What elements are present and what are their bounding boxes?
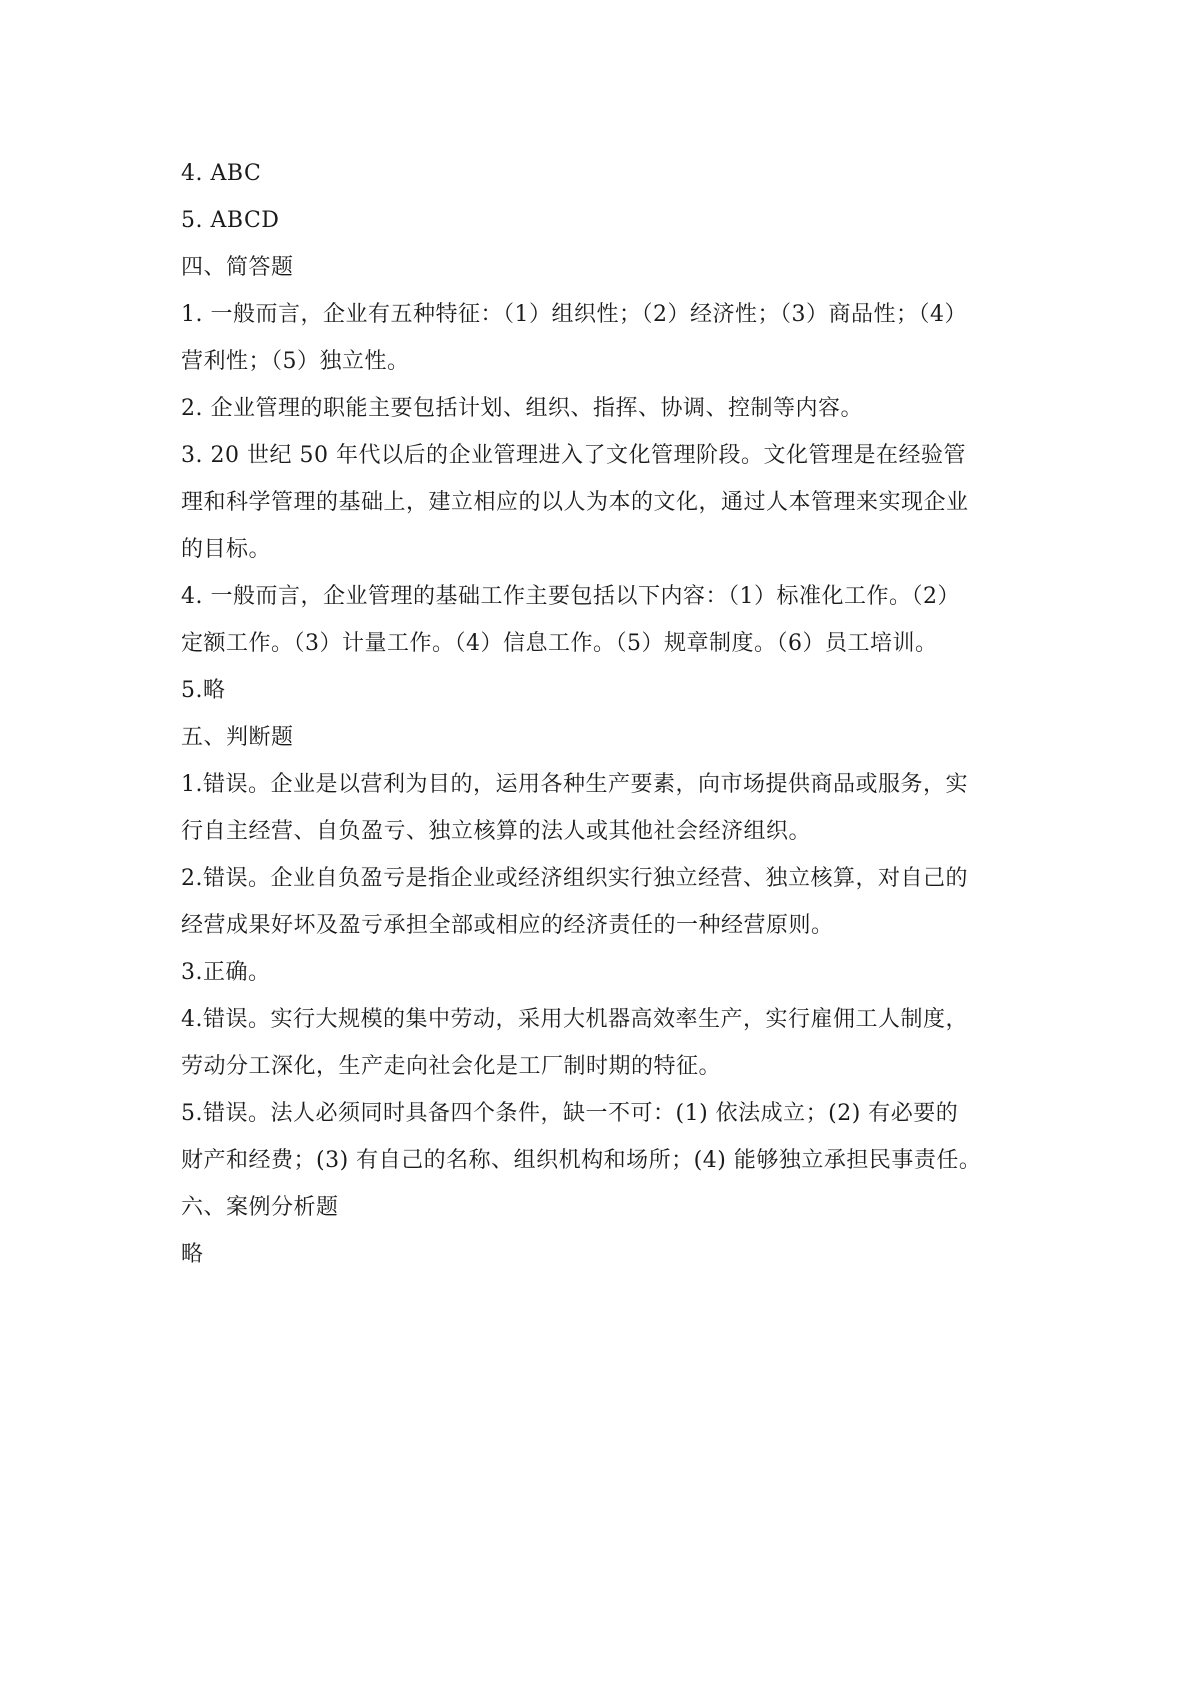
short-answer-1-line-1: 1. 一般而言，企业有五种特征：（1）组织性；（2）经济性；（3）商品性；（4） bbox=[181, 302, 967, 327]
short-answer-1-line-2: 营利性；（5）独立性。 bbox=[181, 349, 410, 374]
case-analysis-answer: 略 bbox=[181, 1242, 204, 1267]
true-false-1-line-1: 1.错误。企业是以营利为目的，运用各种生产要素，向市场提供商品或服务，实 bbox=[181, 772, 968, 797]
true-false-4-line-1: 4.错误。实行大规模的集中劳动，采用大机器高效率生产，实行雇佣工人制度， bbox=[181, 1007, 968, 1032]
short-answer-5: 5.略 bbox=[181, 678, 226, 703]
short-answer-4-line-2: 定额工作。（3）计量工作。（4）信息工作。（5）规章制度。（6）员工培训。 bbox=[181, 631, 938, 656]
section-heading-true-false: 五、判断题 bbox=[181, 725, 294, 750]
answer-line-5-abcd: 5. ABCD bbox=[181, 208, 280, 233]
document-body bbox=[181, 150, 1021, 1278]
true-false-3: 3.正确。 bbox=[181, 960, 271, 985]
true-false-1-line-2: 行自主经营、自负盈亏、独立核算的法人或其他社会经济组织。 bbox=[181, 819, 812, 844]
short-answer-4-line-1: 4. 一般而言，企业管理的基础工作主要包括以下内容：（1）标准化工作。（2） bbox=[181, 584, 960, 609]
short-answer-3-line-2: 理和科学管理的基础上，建立相应的以人为本的文化，通过人本管理来实现企业 bbox=[181, 490, 969, 515]
true-false-5-line-2: 财产和经费；(3) 有自己的名称、组织机构和场所；(4) 能够独立承担民事责任。 bbox=[181, 1148, 982, 1173]
answer-line-4-abc: 4. ABC bbox=[181, 161, 262, 186]
section-heading-case-analysis: 六、案例分析题 bbox=[181, 1195, 339, 1220]
true-false-2-line-1: 2.错误。企业自负盈亏是指企业或经济组织实行独立经营、独立核算，对自己的 bbox=[181, 866, 968, 891]
true-false-5-line-1: 5.错误。法人必须同时具备四个条件，缺一不可：(1) 依法成立；(2) 有必要的 bbox=[181, 1101, 959, 1126]
short-answer-2: 2. 企业管理的职能主要包括计划、组织、指挥、协调、控制等内容。 bbox=[181, 396, 863, 421]
section-heading-short-answer: 四、简答题 bbox=[181, 255, 294, 280]
short-answer-3-line-1: 3. 20 世纪 50 年代以后的企业管理进入了文化管理阶段。文化管理是在经验管 bbox=[181, 443, 966, 468]
short-answer-3-line-3: 的目标。 bbox=[181, 537, 272, 562]
true-false-2-line-2: 经营成果好坏及盈亏承担全部或相应的经济责任的一种经营原则。 bbox=[181, 913, 834, 938]
true-false-4-line-2: 劳动分工深化，生产走向社会化是工厂制时期的特征。 bbox=[181, 1054, 722, 1079]
